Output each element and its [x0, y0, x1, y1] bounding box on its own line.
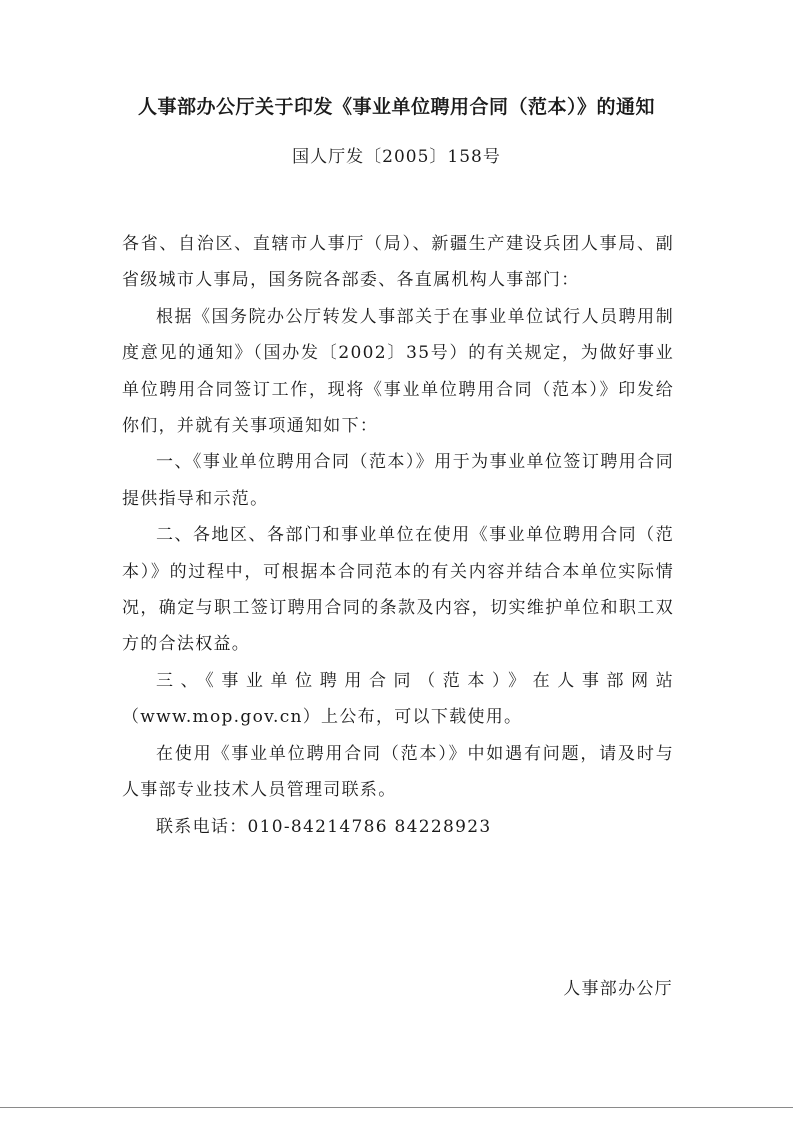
- paragraph-contact-note: 在使用《事业单位聘用合同（范本）》中如遇有问题，请及时与人事部专业技术人员管理司联系。: [122, 743, 674, 801]
- page-bottom-divider: [0, 1107, 793, 1108]
- paragraph-item-1: 一、《事业单位聘用合同（范本）》用于为事业单位签订聘用合同提供指导和示范。: [122, 452, 674, 509]
- document-title: 人事部办公厅关于印发《事业单位聘用合同（范本）》的通知: [137, 96, 655, 118]
- signature-issuer: 人事部办公厅: [563, 979, 673, 999]
- paragraph-item-2: 二、各地区、各部门和事业单位在使用《事业单位聘用合同（范本）》的过程中，可根据本合同范本的有关内容并结合本单位实际情况，确定与职工签订聘用合同的条款及内容，切实维护单位和职工双方的合法权益。: [122, 525, 674, 655]
- paragraph-phone: 联系电话：010-84214786 84228923: [156, 816, 492, 837]
- document-body: [122, 226, 674, 845]
- paragraph-basis: 根据《国务院办公厅转发人事部关于在事业单位试行人员聘用制度意见的通知》（国办发〔2002〕35号）的有关规定，为做好事业单位聘用合同签订工作，现将《事业单位聘用合同（范本）》印发给你们，并就有关事项通知如下：: [122, 306, 674, 437]
- recipients-paragraph: 各省、自治区、直辖市人事厅（局）、新疆生产建设兵团人事局、副省级城市人事局，国务院各部委、各直属机构人事部门：: [122, 234, 674, 291]
- paragraph-item-3: 三、《事业单位聘用合同（范本）》在人事部网站（www.mop.gov.cn）上公布，可以下载使用。: [122, 670, 674, 728]
- document-number: 国人厅发〔2005〕158号: [292, 147, 501, 167]
